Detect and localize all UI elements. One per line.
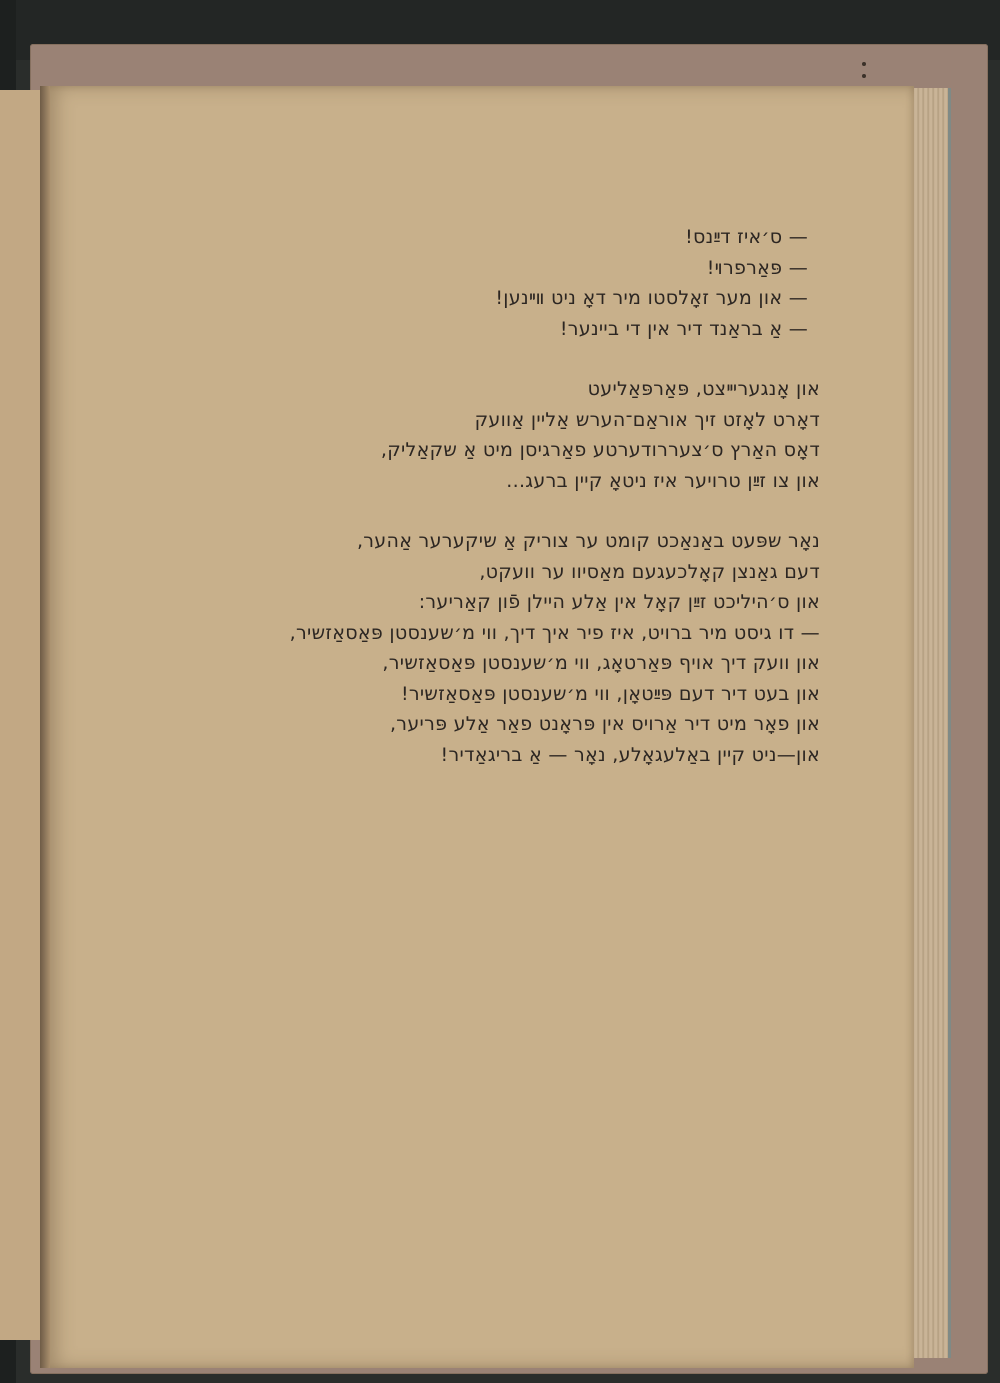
poem-line: און צו זײַן טרויער איז ניטאָ קיין ברעג...	[506, 469, 820, 492]
stanza-3	[250, 526, 820, 770]
poem-line: און—ניט קיין באַלעגאָלע, נאָר — אַ בריגאַדיר!	[440, 743, 820, 766]
book-gutter	[40, 86, 50, 1368]
cover-mark	[862, 62, 866, 66]
poem-line: און וועק דיך אויף פּאַרטאָג, ווי מ׳שענסטן פּאַסאַזשיר,	[382, 652, 820, 674]
poem-line: — אַ בראַנד דיר אין די ביינער!	[559, 317, 808, 340]
poem-line: דאָס האַרץ ס׳צעררודערטע פאַרגיסן מיט אַ שקאַליק,	[380, 439, 820, 461]
poem-line: — דו גיסט מיר ברויט, איז פיר איך דיך, ווי מ׳שענסטן פּאַסאַזשיר,	[289, 621, 820, 644]
poem-line: נאָר שפּעט באַנאַכט קומט ער צוריק אַ שיקערער אַהער,	[356, 530, 820, 552]
poem-line: און אָנגעריײצט, פּאַרפּאַליעט	[587, 378, 820, 400]
poem-line: און פאָר מיט דיר אַרויס אין פּראָנט פאַר אַלע פּריער,	[389, 713, 820, 735]
poem-line: — און מער זאָלסטו מיר דאָ ניט װײנען!	[495, 287, 808, 309]
poem-line: דאָרט לאָזט זיך אוראַם־הערש אַליין אַוועק	[474, 408, 820, 431]
poem-line: דעם גאַנצן קאָלכעגעם מאַסיוו ער וועקט,	[479, 560, 820, 583]
poem-line: און בעט דיר דעם פּײַטאָן, ווי מ׳שענסטן פּאַסאַזשיר!	[400, 682, 820, 705]
poem-line: — ס׳איז דײַנס!	[685, 226, 808, 248]
poem-line: — פּאַרפרױ!	[706, 256, 808, 279]
cover-mark	[862, 74, 866, 78]
poem-line: און ס׳היליכט זײַן קאָל אין אַלע היילן פֿון קאַריער:	[418, 591, 820, 613]
poem-text	[250, 222, 820, 800]
stanza-1	[250, 222, 820, 344]
stanza-2	[250, 374, 820, 496]
